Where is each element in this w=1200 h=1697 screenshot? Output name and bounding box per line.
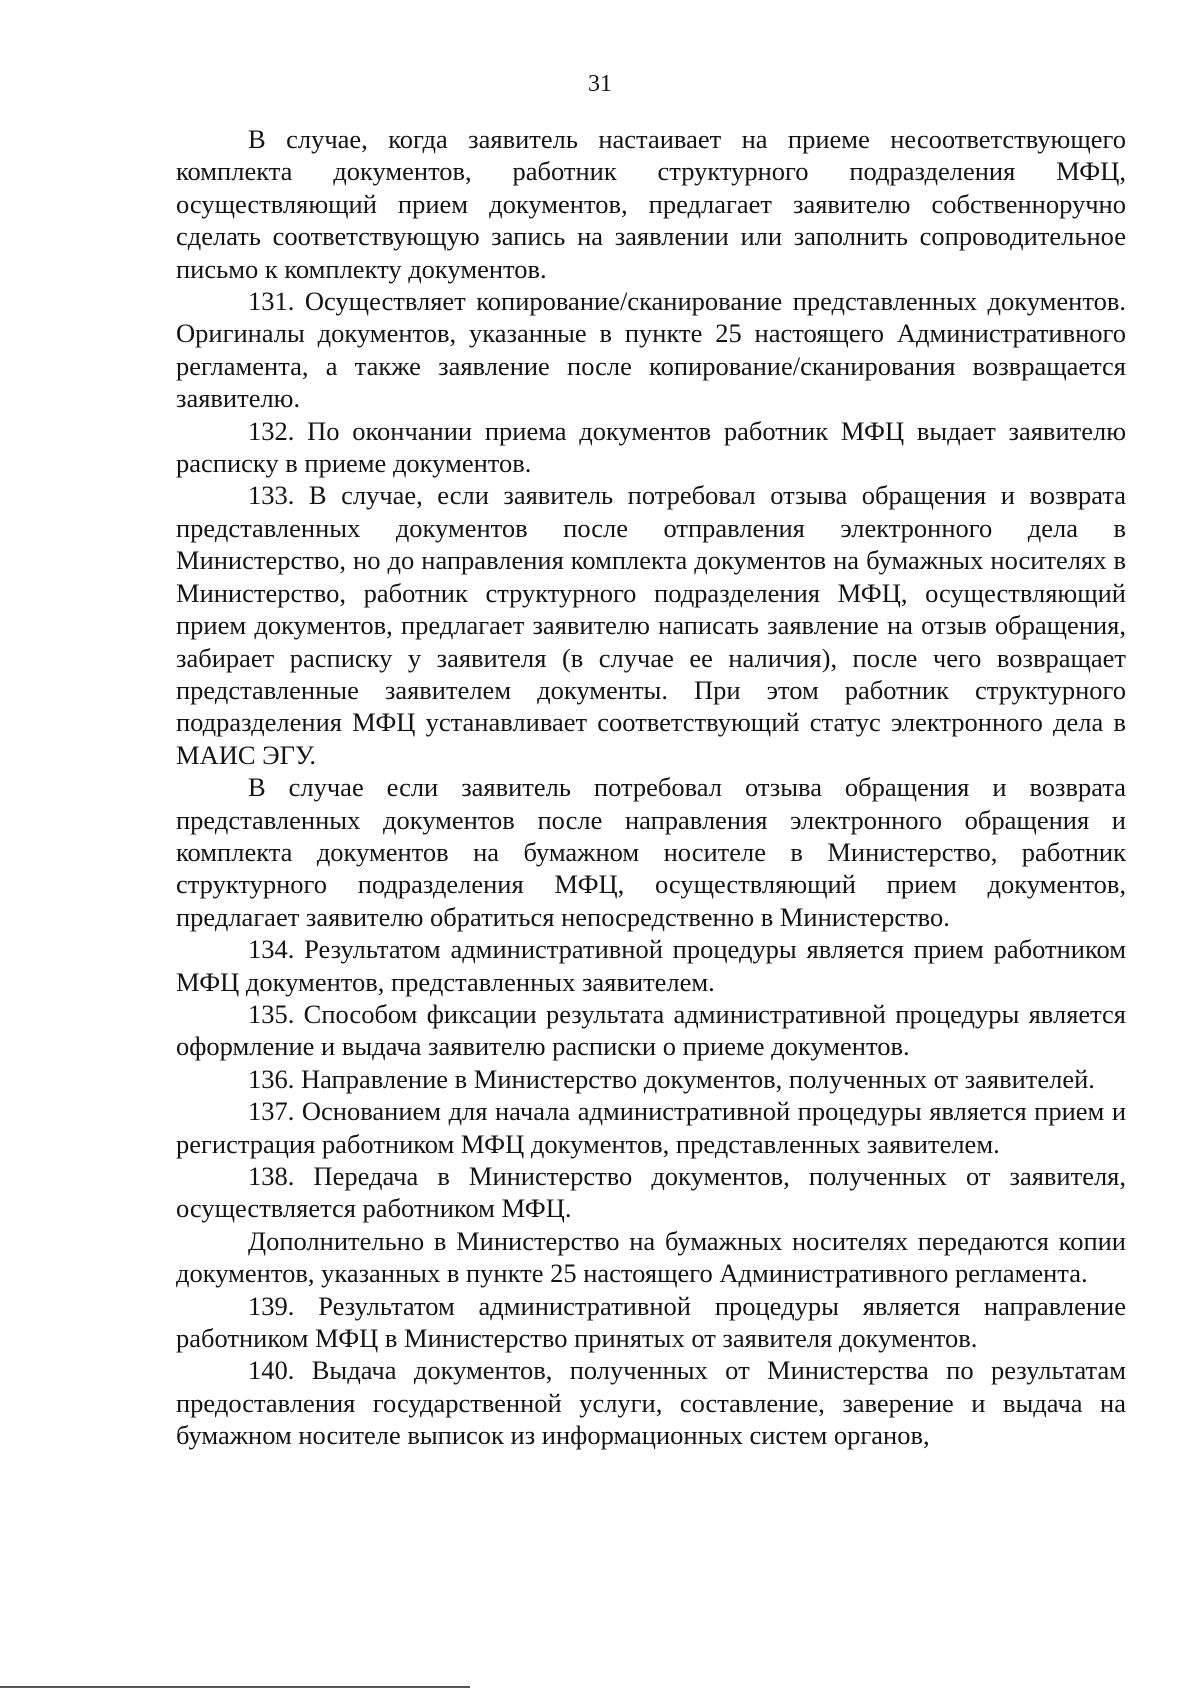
paragraph-132: 132. По окончании приема документов работник МФЦ выдает заявителю расписку в приеме документов. [176, 415, 1126, 479]
paragraph-138: 138. Передача в Министерство документов, полученных от заявителя, осуществляется работником МФЦ. [176, 1161, 1126, 1224]
paragraph-139: 139. Результатом административной процедуры является направление работником МФЦ в Министерство принятых от заявителя документов. [176, 1290, 1126, 1354]
paragraph-135: 135. Способом фиксации результата административной процедуры является оформление и выдача заявителю расписки о приеме документов. [176, 998, 1126, 1062]
paragraph-137: 137. Основанием для начала административной процедуры является прием и регистрация работником МФЦ документов, представленных заявителем. [176, 1096, 1126, 1159]
paragraph-138-continued: Дополнительно в Министерство на бумажных носителях передаются копии документов, указанных в пункте 25 настоящего Административного регламента. [176, 1225, 1126, 1289]
document-body [176, 123, 1126, 1452]
page-number: 31 [588, 71, 612, 97]
paragraph-131: 131. Осуществляет копирование/сканирование представленных документов. Оригиналы документов, указанные в пункте 25 настоящего Административного регламента, а также заявление после копирование/сканирования возвращается заявителю. [176, 286, 1126, 414]
paragraph-133-continued: В случае если заявитель потребовал отзыва обращения и возврата представленных документов после направления электронного обращения и комплекта документов на бумажном носителе в Министерство, работник структурного подразделения МФЦ, осуществляющий прием документов, предлагает заявителю обратиться непосредственно в Министерство. [176, 772, 1126, 932]
paragraph-134: 134. Результатом административной процедуры является прием работником МФЦ документов, представленных заявителем. [176, 934, 1126, 997]
paragraph-140: 140. Выдача документов, полученных от Министерства по результатам предоставления государственной услуги, составление, заверение и выдача на бумажном носителе выписок из информационных систем органов, [176, 1355, 1126, 1451]
paragraph-133: 133. В случае, если заявитель потребовал отзыва обращения и возврата представленных документов после отправления электронного дела в Министерство, но до направления комплекта документов на бумажных носителях в Министерство, работник структурного подразделения МФЦ, осуществляющий прием документов, предлагает заявителю написать заявление на отзыв обращения, забирает расписку у заявителя (в случае ее наличия), после чего возвращает представленные заявителем документы. При этом работник структурного подразделения МФЦ устанавливает соответствующий статус электронного дела в МАИС ЭГУ. [176, 480, 1126, 770]
paragraph-136: 136. Направление в Министерство документов, полученных от заявителей. [248, 1063, 1095, 1094]
paragraph-mfc-incomplete-set: В случае, когда заявитель настаивает на приеме несоответствующего комплекта документов, работник структурного подразделения МФЦ, осуществляющий прием документов, предлагает заявителю собственноручно сделать соответствующую запись на заявлении или заполнить сопроводительное письмо к комплекту документов. [176, 124, 1126, 284]
bottom-scan-rule [0, 1686, 470, 1688]
